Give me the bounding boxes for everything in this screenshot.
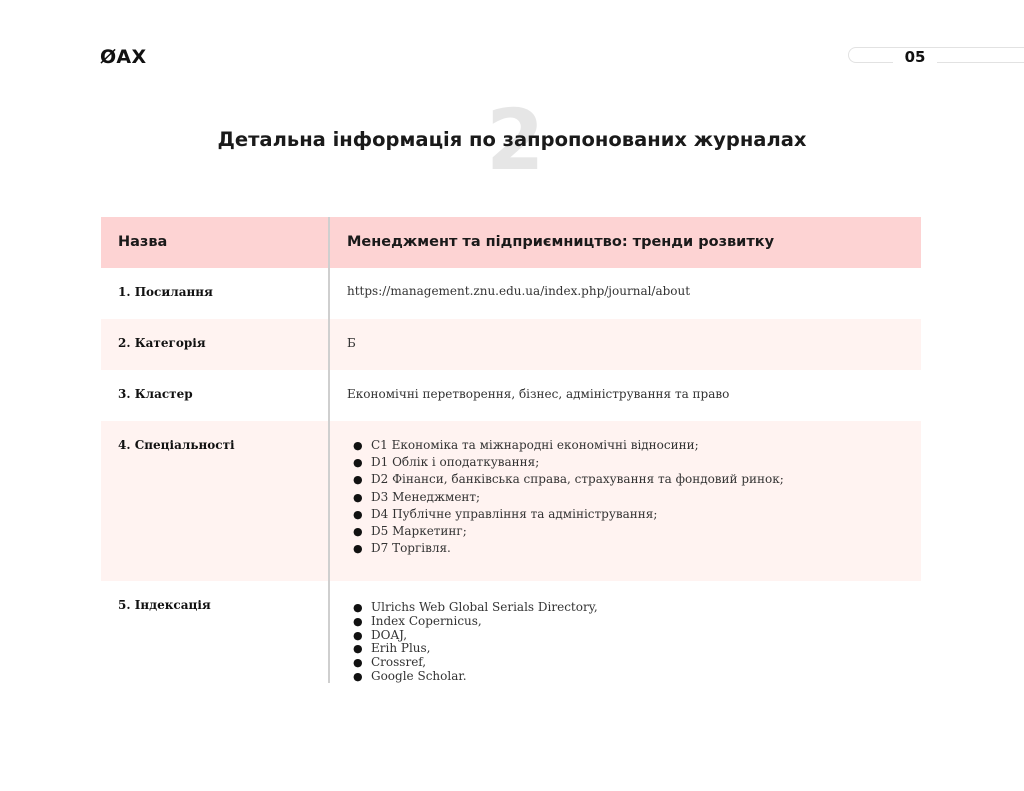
bullet-icon: ● bbox=[353, 507, 363, 521]
page-title: Детальна інформація по запропонованих журналах bbox=[217, 128, 807, 151]
bullet-icon: ● bbox=[353, 490, 363, 504]
row-label: 2. Категорія bbox=[118, 336, 206, 350]
bullet-icon: ● bbox=[353, 525, 363, 539]
indexing-list bbox=[347, 601, 921, 684]
list-item: ● Ulrichs Web Global Serials Directory, bbox=[353, 600, 598, 614]
list-item: ● Index Copernicus, bbox=[353, 613, 482, 628]
row-label: 1. Посилання bbox=[118, 285, 213, 299]
journal-info-table bbox=[101, 217, 921, 684]
bullet-icon: ● bbox=[353, 473, 363, 487]
list-item: ● D5 Маркетинг; bbox=[347, 523, 921, 540]
list-item: ● Crossref, bbox=[353, 655, 427, 670]
header-label: Назва bbox=[118, 234, 168, 250]
bullet-icon: ● bbox=[353, 601, 363, 614]
page-number: 05 bbox=[893, 48, 937, 66]
list-item: ● D7 Торгівля. bbox=[347, 540, 921, 557]
table-row-link bbox=[101, 268, 921, 319]
list-item: ● D1 Облік і оподаткування; bbox=[347, 454, 921, 471]
row-value: Б bbox=[347, 336, 356, 350]
logo: ØAX bbox=[100, 46, 147, 68]
table-row-cluster bbox=[101, 370, 921, 421]
bullet-icon: ● bbox=[353, 642, 363, 656]
list-item: ● D2 Фінанси, банківська справа, страхування та фондовий ринок; bbox=[347, 471, 921, 488]
list-item: ● C1 Економіка та міжнародні економічні відносини; bbox=[347, 437, 921, 454]
column-divider bbox=[328, 217, 330, 683]
row-label: 3. Кластер bbox=[118, 387, 193, 401]
list-item: ● DOAJ, bbox=[353, 627, 408, 642]
bullet-icon: ● bbox=[353, 542, 363, 556]
row-label: 4. Спеціальності bbox=[118, 438, 235, 452]
table-header-row bbox=[101, 217, 921, 268]
section-number-watermark: 2 bbox=[486, 91, 545, 189]
table-row-specialties bbox=[101, 421, 921, 581]
row-value: Економічні перетворення, бізнес, адміністрування та право bbox=[347, 387, 730, 401]
bullet-icon: ● bbox=[353, 456, 363, 470]
list-item: ● Erih Plus, bbox=[353, 641, 431, 656]
bullet-icon: ● bbox=[353, 439, 363, 452]
table-row-indexing bbox=[101, 581, 921, 684]
journal-name: Менеджмент та підприємництво: тренди розвитку bbox=[347, 234, 775, 250]
bullet-icon: ● bbox=[353, 628, 363, 642]
bullet-icon: ● bbox=[353, 669, 363, 683]
list-item: ● Google Scholar. bbox=[353, 668, 467, 683]
table-row-category bbox=[101, 319, 921, 370]
row-label: 5. Індексація bbox=[118, 598, 211, 612]
bullet-icon: ● bbox=[353, 614, 363, 628]
bullet-icon: ● bbox=[353, 656, 363, 670]
specialties-list bbox=[347, 437, 921, 557]
list-item: ● D4 Публічне управління та адміністрування; bbox=[347, 506, 921, 523]
list-item: ● D3 Менеджмент; bbox=[347, 489, 921, 506]
journal-url-link[interactable]: https://management.znu.edu.ua/index.php/journal/about bbox=[347, 284, 691, 298]
